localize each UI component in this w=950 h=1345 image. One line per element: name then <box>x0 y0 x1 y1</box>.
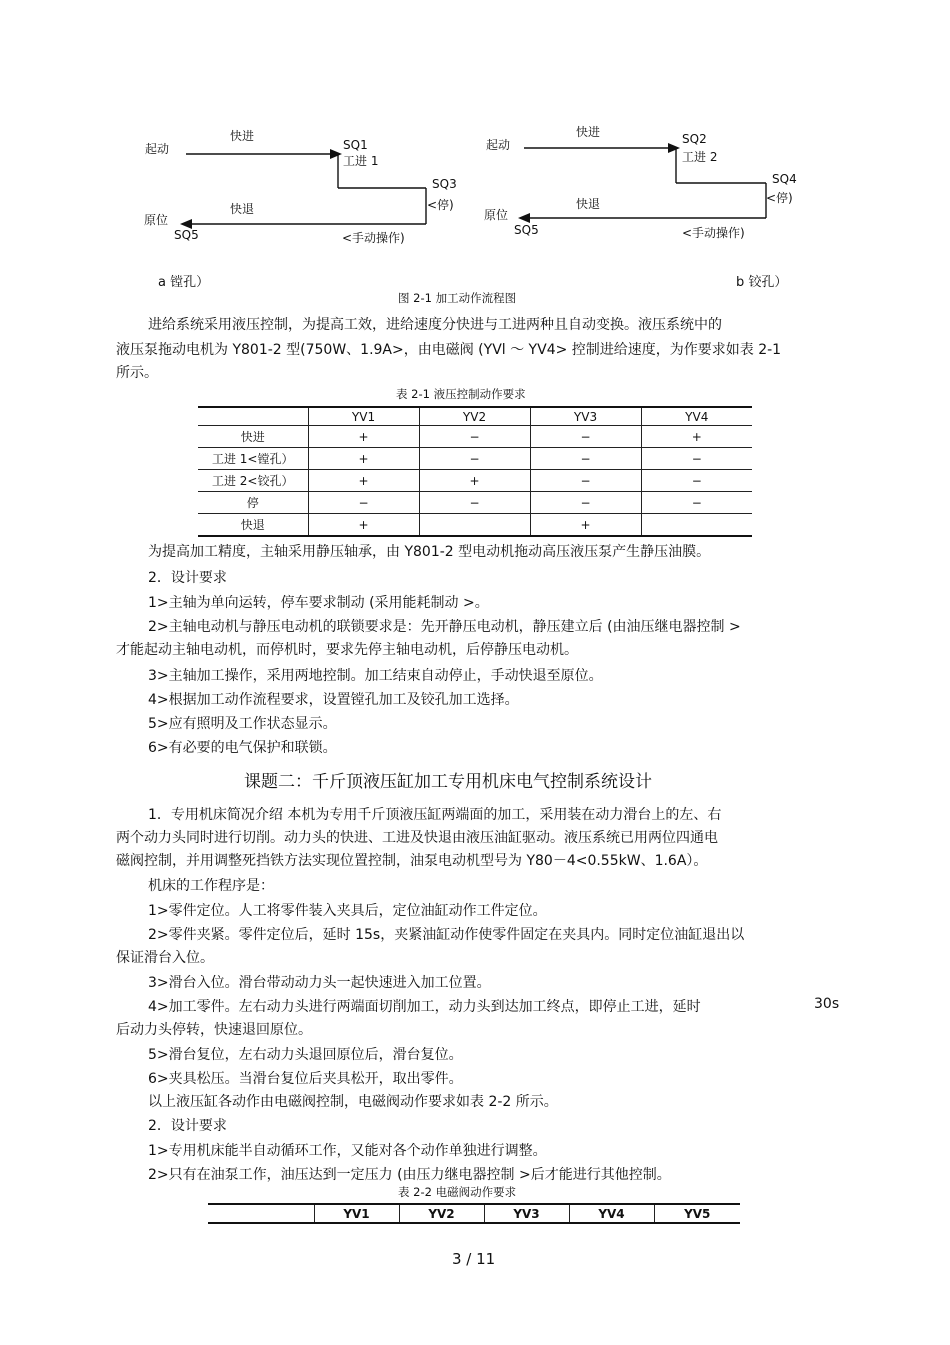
table1-cell: 工进 1<镗孔） <box>198 448 308 470</box>
flow-diagram-lines <box>0 0 950 320</box>
table1-cell <box>419 514 530 537</box>
table2-header-cell: YV5 <box>654 1204 740 1223</box>
left-origin-label: 原位 <box>144 213 169 227</box>
table1-cell: + <box>308 448 419 470</box>
table1-header-cell: YV3 <box>530 407 641 426</box>
section1-req-2a: 2>主轴电动机与静压电动机的联锁要求是：先开静压电动机，静压建立后 (由油压继电器控制 > <box>148 619 741 635</box>
left-work-feed-label: 工进 1 <box>343 154 379 168</box>
table1-cell: 快进 <box>198 426 308 448</box>
right-start-label: 起动 <box>486 138 511 152</box>
table1-cell: 工进 2<铰孔） <box>198 470 308 492</box>
table2-caption: 表 2-2 电磁阀动作要求 <box>398 1185 517 1199</box>
left-caption: a 镗孔） <box>158 275 210 290</box>
section1-req-4: 4>根据加工动作流程要求，设置镗孔加工及铰孔加工选择。 <box>148 692 519 708</box>
table1-cell: − <box>308 492 419 514</box>
section1-req-2b: 才能起动主轴电动机，而停机时，要求先停主轴电动机，后停静压电动机。 <box>116 642 578 658</box>
intro-line-2: 液压泵拖动电机为 Y801-2 型(750W、1.9A>，由电磁阀 (YVl ～ YV4> 控制进给速度，为作要求如表 2-1 <box>116 342 782 358</box>
table2-header-cell <box>208 1204 314 1223</box>
table-row <box>198 492 752 514</box>
section2-req-2: 2>只有在油泵工作，油压达到一定压力 (由压力继电器控制 >后才能进行其他控制。 <box>148 1167 671 1183</box>
section2-title: 课题二：千斤顶液压缸加工专用机床电气控制系统设计 <box>244 772 652 792</box>
figure-caption: 图 2-1 加工动作流程图 <box>398 291 517 305</box>
intro-line-3: 所示。 <box>116 365 158 381</box>
right-sq-end-label: SQ4 <box>772 172 797 186</box>
table1-cell: − <box>530 470 641 492</box>
left-stop-label: <停) <box>427 198 454 212</box>
section2-intro-3: 磁阀控制，并用调整死挡铁方法实现位置控制，油泵电动机型号为 Y80－4<0.55kW、1.6A）。 <box>116 853 708 869</box>
table1-cell: 停 <box>198 492 308 514</box>
table-row <box>198 470 752 492</box>
table2 <box>208 1203 740 1224</box>
right-return-arrowhead <box>518 213 530 223</box>
table1-cell: − <box>641 492 752 514</box>
table1-cell: − <box>419 426 530 448</box>
section1-req-5: 5>应有照明及工作状态显示。 <box>148 716 337 732</box>
table1-cell: + <box>308 514 419 537</box>
table2-header-cell: YV3 <box>484 1204 569 1223</box>
table1-cell: − <box>530 492 641 514</box>
left-sq-top-label: SQ1 <box>343 138 368 152</box>
section2-intro-1: 1．专用机床简况介绍 本机为专用千斤顶液压缸两端面的加工，采用装在动力滑台上的左、右 <box>148 807 722 823</box>
table1-cell: − <box>530 448 641 470</box>
table1-header-cell: YV1 <box>308 407 419 426</box>
program-step-4b: 后动力头停转，快速退回原位。 <box>116 1022 312 1038</box>
program-step-3: 3>滑台入位。滑台带动动力头一起快速进入加工位置。 <box>148 975 491 991</box>
left-forward-arrowhead <box>330 149 342 159</box>
table1-header-cell <box>198 407 308 426</box>
table1-cell: + <box>308 470 419 492</box>
table1-cell: + <box>308 426 419 448</box>
right-work-feed-label: 工进 2 <box>682 150 718 164</box>
left-sq-origin-label: SQ5 <box>174 228 199 242</box>
table2-header-cell: YV2 <box>399 1204 484 1223</box>
table1-cell <box>641 514 752 537</box>
right-sq-top-label: SQ2 <box>682 132 707 146</box>
table-row <box>198 514 752 537</box>
table1-header-cell: YV4 <box>641 407 752 426</box>
table1-cell: − <box>641 448 752 470</box>
table-row <box>198 448 752 470</box>
program-step-1: 1>零件定位。人工将零件装入夹具后，定位油缸动作工件定位。 <box>148 903 547 919</box>
table1-cell: + <box>641 426 752 448</box>
right-sq-origin-label: SQ5 <box>514 223 539 237</box>
left-manual-label: <手动操作) <box>342 231 405 245</box>
table1 <box>198 406 752 537</box>
table-row <box>198 426 752 448</box>
valve-paragraph: 以上液压缸各动作由电磁阀控制，电磁阀动作要求如表 2-2 所示。 <box>148 1094 558 1110</box>
left-fast-return-label: 快退 <box>230 202 255 216</box>
section2-req-title: 2．设计要求 <box>148 1118 227 1134</box>
program-title: 机床的工作程序是： <box>148 878 274 894</box>
table1-cell: + <box>530 514 641 537</box>
section2-intro-2: 两个动力头同时进行切削。动力头的快进、工进及快退由液压油缸驱动。液压系统已用两位四通电 <box>116 830 718 846</box>
table1-cell: − <box>419 448 530 470</box>
table1-header-row <box>198 407 752 426</box>
right-origin-label: 原位 <box>484 208 509 222</box>
section2-req-1: 1>专用机床能半自动循环工作，又能对各个动作单独进行调整。 <box>148 1143 547 1159</box>
section1-req-3: 3>主轴加工操作，采用两地控制。加工结束自动停止，手动快退至原位。 <box>148 668 603 684</box>
section1-req-6: 6>有必要的电气保护和联锁。 <box>148 740 337 756</box>
section1-req-1: 1>主轴为单向运转，停车要求制动 (采用能耗制动 >。 <box>148 595 489 611</box>
table1-cell: − <box>641 470 752 492</box>
figure-2-1 <box>0 0 950 320</box>
right-fast-return-label: 快退 <box>576 197 601 211</box>
left-sq-end-label: SQ3 <box>432 177 457 191</box>
table2-header-cell: YV4 <box>569 1204 654 1223</box>
program-step-2b: 保证滑台入位。 <box>116 950 214 966</box>
table1-header-cell: YV2 <box>419 407 530 426</box>
table1-cell: − <box>530 426 641 448</box>
program-step-4a-delay: 30s <box>814 996 840 1012</box>
table2-header-cell: YV1 <box>314 1204 399 1223</box>
table1-cell: 快退 <box>240 518 265 532</box>
program-step-4a: 4>加工零件。左右动力头进行两端面切削加工，动力头到达加工终点，即停止工进，延时 <box>148 999 701 1015</box>
program-step-6: 6>夹具松压。当滑台复位后夹具松开，取出零件。 <box>148 1071 463 1087</box>
table1-cell: − <box>419 492 530 514</box>
right-stop-label: <停) <box>766 191 793 205</box>
table2-header-row <box>208 1204 740 1223</box>
right-caption: b 铰孔） <box>736 275 788 290</box>
right-fast-forward-label: 快进 <box>576 125 601 139</box>
program-step-5: 5>滑台复位，左右动力头退回原位后，滑台复位。 <box>148 1047 463 1063</box>
right-forward-arrowhead <box>668 143 680 153</box>
intro-line-1: 进给系统采用液压控制，为提高工效，进给速度分快进与工进两种且自动变换。液压系统中的 <box>148 317 722 333</box>
left-fast-forward-label: 快进 <box>230 129 255 143</box>
table1-cell: + <box>419 470 530 492</box>
table1-caption: 表 2-1 液压控制动作要求 <box>396 387 526 401</box>
program-step-2a: 2>零件夹紧。零件定位后，延时 15s，夹紧油缸动作使零件固定在夹具内。同时定位油缸退出以 <box>148 927 745 943</box>
right-manual-label: <手动操作) <box>682 226 745 240</box>
page-number: 3 / 11 <box>452 1250 496 1268</box>
bearing-paragraph: 为提高加工精度，主轴采用静压轴承，由 Y801-2 型电动机拖动高压液压泵产生静压油膜。 <box>148 544 711 560</box>
left-start-label: 起动 <box>145 142 170 156</box>
section1-req-title: 2．设计要求 <box>148 570 227 586</box>
